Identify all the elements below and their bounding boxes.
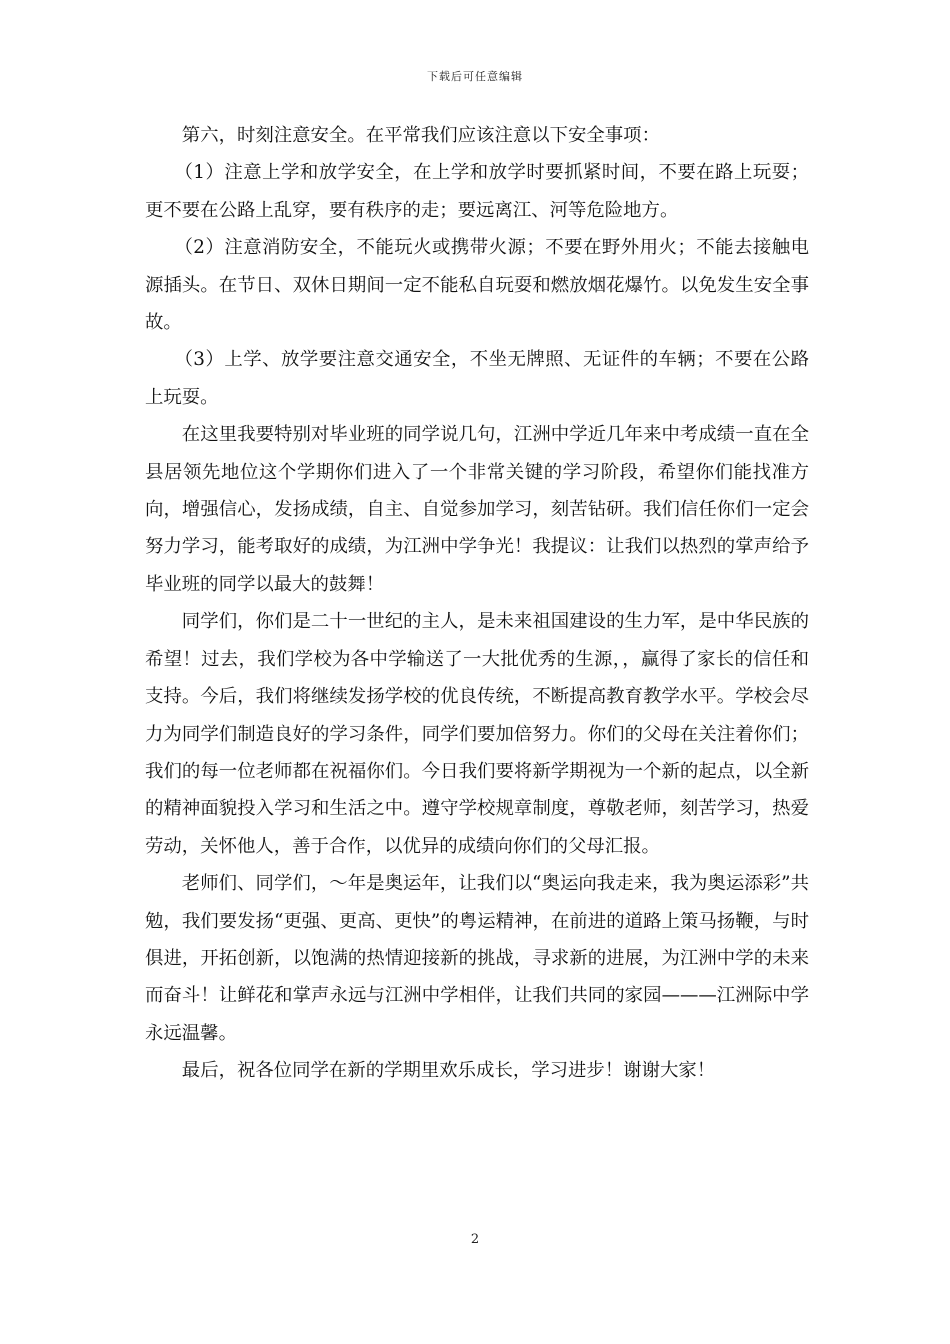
- page-header: 下载后可任意编辑: [427, 70, 523, 83]
- paragraph-safety-item-2: （2）注意消防安全，不能玩火或携带火源；不要在野外用火；不能去接触电源插头。在节日、双休日期间一定不能私自玩耍和燃放烟花爆竹。以免发生安全事故。: [145, 237, 809, 334]
- paragraph-safety-intro: 第六，时刻注意安全。在平常我们应该注意以下安全事项：: [181, 125, 660, 146]
- paragraph-students: 同学们，你们是二十一世纪的主人，是未来祖国建设的生力军，是中华民族的希望！过去，我们学校为各中学输送了一大批优秀的生源，，赢得了家长的信任和支持。今后，我们将继续发扬学校的优良传统，不断提高教育教学水平。学校会尽力为同学们制造良好的学习条件，同学们要加倍努力。你们的父母在关注着你们；我们的每一位老师都在祝福你们。今日我们要将新学期视为一个新的起点，以全新的精神面貌投入学习和生活之中。遵守学校规章制度，尊敬老师，刻苦学习，热爱劳动，关怀他人，善于合作，以优异的成绩向你们的父母汇报。: [145, 611, 809, 857]
- paragraph-closing: 最后，祝各位同学在新的学期里欢乐成长，学习进步！谢谢大家！: [181, 1060, 716, 1082]
- paragraph-safety-item-3: （3）上学、放学要注意交通安全，不坐无牌照、无证件的车辆；不要在公路上玩耍。: [145, 349, 809, 408]
- paragraph-graduating-class: 在这里我要特别对毕业班的同学说几句，江洲中学近几年来中考成绩一直在全县居领先地位这个学期你们进入了一个非常关键的学习阶段，希望你们能找准方向，增强信心，发扬成绩，自主、自觉参加学习，刻苦钻研。我们信任你们一定会努力学习，能考取好的成绩，为江洲中学争光！我提议：让我们以热烈的掌声给予毕业班的同学以最大的鼓舞！: [145, 424, 809, 595]
- paragraph-olympic-year: 老师们、同学们，～年是奥运年，让我们以“奥运向我走来，我为奥运添彩”共勉，我们要发扬“更强、更高、更快”的粤运精神，在前进的道路上策马扬鞭，与时俱进，开拓创新，以饱满的热情迎接新的挑战，寻求新的进展，为江洲中学的未来而奋斗！让鲜花和掌声永远与江洲中学相伴，让我们共同的家园———江洲际中学永远温馨。: [145, 873, 809, 1044]
- paragraph-safety-item-1: （1）注意上学和放学安全，在上学和放学时要抓紧时间，不要在路上玩耍；更不要在公路上乱穿，要有秩序的走；要远离江、河等危险地方。: [145, 162, 809, 221]
- page-number: 2: [470, 1232, 480, 1247]
- document-body: [145, 117, 809, 1090]
